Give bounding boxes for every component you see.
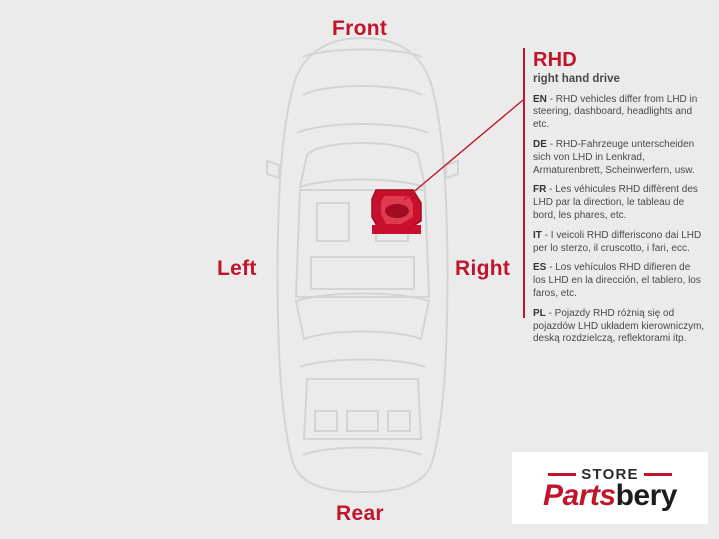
lang-text-fr: - Les véhicules RHD diffèrent des LHD par la direction, le tableau de bord, les phares, etc. (533, 184, 698, 222)
car-illustration (245, 35, 480, 495)
lang-block-de (533, 139, 705, 177)
logo-dash-left-icon (548, 473, 576, 476)
logo-brand-first: Parts (543, 478, 616, 512)
lang-code-fr: FR (533, 184, 547, 196)
orientation-label-front: Front (332, 17, 388, 40)
callout-title: RHD (533, 49, 577, 71)
highlighted-part-shape (372, 190, 421, 234)
orientation-label-right: Right (455, 257, 511, 280)
callout-divider (523, 48, 525, 318)
lang-text-it: - I veicoli RHD differiscono dai LHD per lo sterzo, il cruscotto, i fari, ecc. (533, 229, 702, 254)
lang-block-it (533, 230, 705, 256)
orientation-label-rear: Rear (336, 502, 384, 525)
lang-block-pl (533, 308, 705, 346)
logo-store-text: STORE (581, 465, 639, 483)
lang-text-en: - RHD vehicles differ from LHD in steering, dashboard, headlights and etc. (533, 93, 698, 131)
callout-subtitle: right hand drive (533, 73, 620, 85)
logo-dash-right-icon (644, 473, 672, 476)
lang-block-en (533, 94, 705, 132)
lang-text-es: - Los vehículos RHD difieren de los LHD en la dirección, el tablero, los faros, etc. (533, 262, 701, 299)
lang-code-es: ES (533, 262, 547, 274)
lang-text-pl: - Pojazdy RHD różnią się od pojazdów LHD układem kierowniczym, deską rozdzielczą, reflektorami itp. (533, 307, 705, 345)
lang-block-es (533, 262, 705, 300)
logo-brand-name (543, 478, 677, 512)
brand-logo (512, 452, 708, 524)
rhd-callout-panel (533, 50, 705, 353)
orientation-label-left: Left (217, 257, 257, 280)
lang-code-it: IT (533, 229, 542, 241)
lang-text-de: - RHD-Fahrzeuge unterscheiden sich von LHD in Lenkrad, Armaturenbrett, Scheinwerfern, usw. (533, 139, 695, 176)
lang-code-en: EN (533, 93, 547, 105)
logo-brand-second: bery (615, 478, 677, 512)
lang-block-fr (533, 184, 705, 222)
lang-code-de: DE (533, 139, 547, 151)
lang-code-pl: PL (533, 307, 546, 319)
